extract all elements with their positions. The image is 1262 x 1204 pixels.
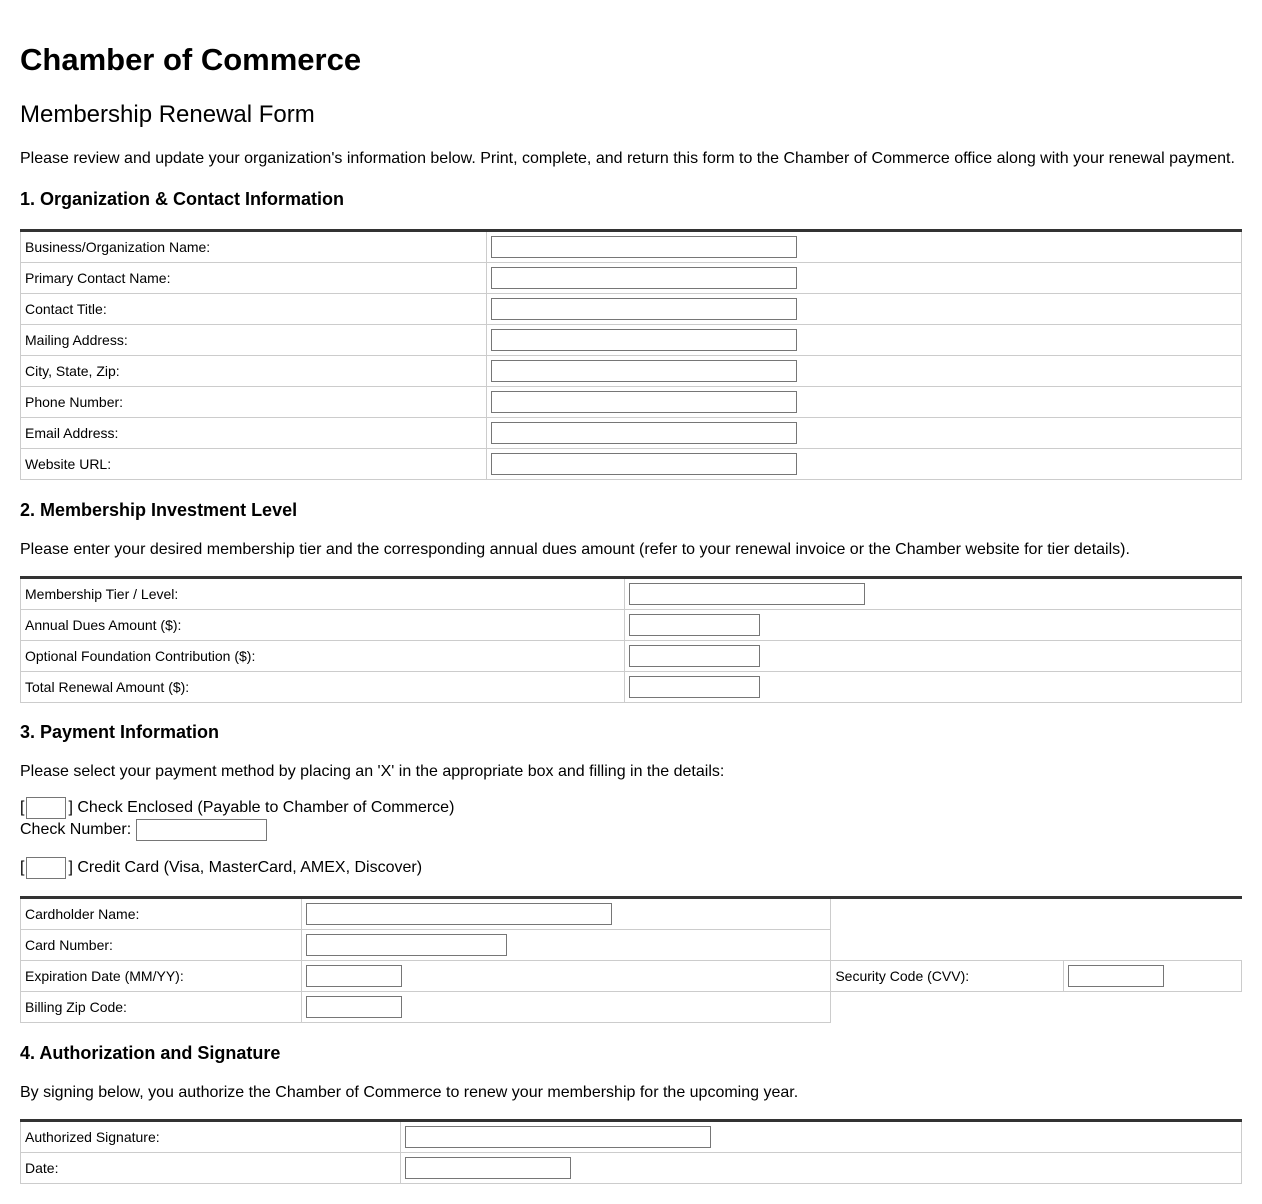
credit-card-table bbox=[20, 896, 1242, 1023]
table-row bbox=[21, 356, 1242, 387]
bracket-close: ] bbox=[68, 859, 73, 877]
table-row bbox=[21, 325, 1242, 356]
organization-info-table bbox=[20, 229, 1242, 480]
total-renewal-field[interactable] bbox=[629, 676, 760, 698]
payment-description: Please select your payment method by placing an 'X' in the appropriate box and filling in the details: bbox=[20, 763, 725, 780]
field-label: Date: bbox=[21, 1153, 401, 1184]
table-row bbox=[21, 1153, 1242, 1184]
field-label: Security Code (CVV): bbox=[831, 961, 1064, 992]
field-label: Billing Zip Code: bbox=[21, 992, 302, 1023]
membership-level-table bbox=[20, 576, 1242, 703]
business-name-field[interactable] bbox=[491, 236, 797, 258]
website-url-field[interactable] bbox=[491, 453, 797, 475]
field-label: Authorized Signature: bbox=[21, 1121, 401, 1153]
bracket-open: [ bbox=[20, 799, 25, 817]
section-heading-organization: 1. Organization & Contact Information bbox=[20, 189, 345, 209]
table-row bbox=[21, 263, 1242, 294]
membership-tier-field[interactable] bbox=[629, 583, 865, 605]
field-label: Optional Foundation Contribution ($): bbox=[21, 641, 625, 672]
billing-zip-field[interactable] bbox=[306, 996, 402, 1018]
section-heading-authorization: 4. Authorization and Signature bbox=[20, 1043, 281, 1063]
field-label: Contact Title: bbox=[21, 294, 487, 325]
check-option-label: Check Enclosed (Payable to Chamber of Commerce) bbox=[77, 799, 455, 817]
field-label: Expiration Date (MM/YY): bbox=[21, 961, 302, 992]
field-label: Annual Dues Amount ($): bbox=[21, 610, 625, 641]
field-label: Email Address: bbox=[21, 418, 487, 449]
card-number-field[interactable] bbox=[306, 934, 507, 956]
table-row bbox=[21, 641, 1242, 672]
security-code-field[interactable] bbox=[1068, 965, 1164, 987]
email-address-field[interactable] bbox=[491, 422, 797, 444]
check-option-row bbox=[20, 797, 454, 819]
page-title: Chamber of Commerce bbox=[20, 42, 362, 77]
contact-title-field[interactable] bbox=[491, 298, 797, 320]
section-heading-membership: 2. Membership Investment Level bbox=[20, 500, 298, 520]
signature-field[interactable] bbox=[405, 1126, 711, 1148]
credit-card-option-label: Credit Card (Visa, MasterCard, AMEX, Discover) bbox=[77, 859, 423, 877]
table-row bbox=[21, 672, 1242, 703]
field-label: Primary Contact Name: bbox=[21, 263, 487, 294]
field-label: Total Renewal Amount ($): bbox=[21, 672, 625, 703]
table-row bbox=[21, 294, 1242, 325]
primary-contact-field[interactable] bbox=[491, 267, 797, 289]
table-row bbox=[21, 1121, 1242, 1153]
table-row bbox=[21, 387, 1242, 418]
check-number-label: Check Number: bbox=[20, 821, 132, 839]
check-enclosed-checkbox[interactable] bbox=[26, 797, 66, 819]
section-heading-payment: 3. Payment Information bbox=[20, 722, 220, 742]
bracket-open: [ bbox=[20, 859, 25, 877]
check-number-row bbox=[20, 819, 267, 841]
table-row bbox=[21, 961, 1242, 992]
membership-description: Please enter your desired membership tier and the corresponding annual dues amount (refer to your renewal invoice or the Chamber website for tier details). bbox=[20, 541, 1130, 558]
table-row bbox=[21, 231, 1242, 263]
credit-card-checkbox[interactable] bbox=[26, 857, 66, 879]
field-label: Card Number: bbox=[21, 930, 302, 961]
table-row bbox=[21, 610, 1242, 641]
table-row bbox=[21, 418, 1242, 449]
form-subtitle: Membership Renewal Form bbox=[20, 101, 315, 128]
table-row bbox=[21, 449, 1242, 480]
intro-text: Please review and update your organization's information below. Print, complete, and return this form to the Chamber of Commerce office along with your renewal payment. bbox=[20, 150, 1235, 167]
mailing-address-field[interactable] bbox=[491, 329, 797, 351]
expiration-date-field[interactable] bbox=[306, 965, 402, 987]
table-row bbox=[21, 578, 1242, 610]
table-row bbox=[21, 992, 1242, 1023]
phone-number-field[interactable] bbox=[491, 391, 797, 413]
table-row bbox=[21, 930, 1242, 961]
table-row bbox=[21, 898, 1242, 930]
check-number-field[interactable] bbox=[136, 819, 267, 841]
credit-card-option-row bbox=[20, 857, 422, 879]
field-label: Website URL: bbox=[21, 449, 487, 480]
bracket-close: ] bbox=[68, 799, 73, 817]
authorization-description: By signing below, you authorize the Chamber of Commerce to renew your membership for the upcoming year. bbox=[20, 1084, 799, 1101]
field-label: Phone Number: bbox=[21, 387, 487, 418]
field-label: Mailing Address: bbox=[21, 325, 487, 356]
foundation-contribution-field[interactable] bbox=[629, 645, 760, 667]
annual-dues-field[interactable] bbox=[629, 614, 760, 636]
field-label: Cardholder Name: bbox=[21, 898, 302, 930]
date-field[interactable] bbox=[405, 1157, 571, 1179]
field-label: City, State, Zip: bbox=[21, 356, 487, 387]
cardholder-name-field[interactable] bbox=[306, 903, 612, 925]
field-label: Membership Tier / Level: bbox=[21, 578, 625, 610]
city-state-zip-field[interactable] bbox=[491, 360, 797, 382]
signature-table bbox=[20, 1119, 1242, 1184]
field-label: Business/Organization Name: bbox=[21, 231, 487, 263]
